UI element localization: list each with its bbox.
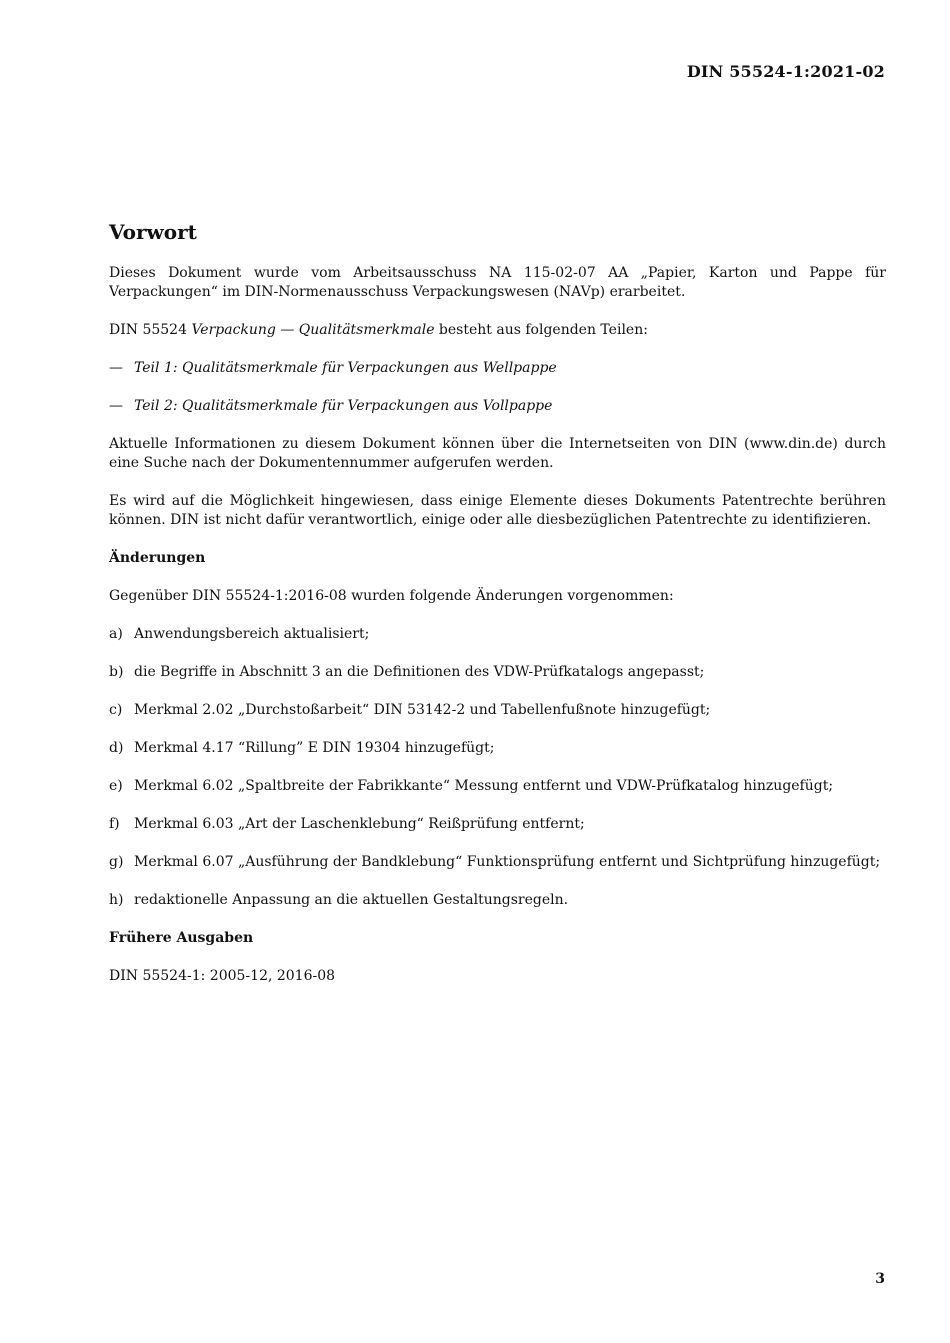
list-marker: g) bbox=[109, 854, 124, 870]
heading-aenderungen: Änderungen bbox=[109, 550, 206, 566]
list-marker: a) bbox=[109, 626, 123, 642]
paragraph-previous-editions: DIN 55524-1: 2005-12, 2016-08 bbox=[109, 968, 336, 984]
part-title: Teil 2: Qualitätsmerkmale für Verpackungen aus Vollpappe bbox=[134, 398, 553, 414]
change-text: Anwendungsbereich aktualisiert; bbox=[134, 626, 370, 642]
change-text: Merkmal 2.02 „Durchstoßarbeit“ DIN 53142-2 und Tabellenfußnote hinzugefügt; bbox=[134, 702, 711, 718]
change-text: Merkmal 6.03 „Art der Laschenklebung“ Reißprüfung entfernt; bbox=[134, 816, 585, 832]
part-list-item bbox=[109, 359, 886, 378]
paragraph-committee: Dieses Dokument wurde vom Arbeitsausschuss NA 115-02-07 AA „Papier, Karton und Pappe für Verpackungen“ im DIN-Normenausschuss Verpackungswesen (NAVp) erarbeitet. bbox=[109, 265, 886, 300]
paragraph-parts-intro bbox=[109, 321, 886, 340]
list-marker: b) bbox=[109, 664, 124, 680]
main-content bbox=[109, 218, 886, 1005]
part-title: Teil 1: Qualitätsmerkmale für Verpackungen aus Wellpappe bbox=[134, 360, 557, 376]
change-list-item bbox=[109, 663, 886, 682]
list-marker: e) bbox=[109, 778, 123, 794]
change-list-item bbox=[109, 625, 886, 644]
change-text: die Begriffe in Abschnitt 3 an die Definitionen des VDW-Prüfkatalogs angepasst; bbox=[134, 664, 705, 680]
parts-intro-suffix: besteht aus folgenden Teilen: bbox=[434, 322, 648, 338]
part-list-item bbox=[109, 397, 886, 416]
list-marker: d) bbox=[109, 740, 124, 756]
heading-fruehere-ausgaben: Frühere Ausgaben bbox=[109, 930, 254, 946]
parts-intro-series-title: Verpackung — Qualitätsmerkmale bbox=[191, 322, 435, 338]
change-list-item bbox=[109, 701, 886, 720]
change-list-item bbox=[109, 777, 886, 796]
change-text: redaktionelle Anpassung an die aktuellen Gestaltungsregeln. bbox=[134, 892, 569, 908]
dash-mark: — bbox=[109, 398, 123, 414]
change-list-item bbox=[109, 853, 886, 872]
list-marker: c) bbox=[109, 702, 123, 718]
page-number: 3 bbox=[875, 1271, 885, 1287]
document-identifier: DIN 55524-1:2021-02 bbox=[686, 62, 885, 81]
change-list-item bbox=[109, 891, 886, 910]
dash-mark: — bbox=[109, 360, 123, 376]
section-title-vorwort: Vorwort bbox=[109, 220, 197, 244]
paragraph-patent-notice: Es wird auf die Möglichkeit hingewiesen, dass einige Elemente dieses Dokuments Patentrechte berühren können. DIN ist nicht dafür verantwortlich, einige oder alle diesbezüglichen Patentrechte zu identifizieren. bbox=[109, 493, 886, 528]
change-list-item bbox=[109, 815, 886, 834]
change-list-item bbox=[109, 739, 886, 758]
paragraph-changes-intro: Gegenüber DIN 55524-1:2016-08 wurden folgende Änderungen vorgenommen: bbox=[109, 588, 674, 604]
list-marker: f) bbox=[109, 816, 120, 832]
change-text: Merkmal 6.07 „Ausführung der Bandklebung“ Funktionsprüfung entfernt und Sichtprüfung hinzugefügt; bbox=[134, 854, 881, 870]
parts-intro-prefix: DIN 55524 bbox=[109, 322, 192, 338]
list-marker: h) bbox=[109, 892, 124, 908]
change-text: Merkmal 6.02 „Spaltbreite der Fabrikkante“ Messung entfernt und VDW-Prüfkatalog hinzugefügt; bbox=[134, 778, 834, 794]
paragraph-current-info: Aktuelle Informationen zu diesem Dokument können über die Internetseiten von DIN (www.din.de) durch eine Suche nach der Dokumentennummer aufgerufen werden. bbox=[109, 436, 886, 471]
change-text: Merkmal 4.17 “Rillung” E DIN 19304 hinzugefügt; bbox=[134, 740, 495, 756]
